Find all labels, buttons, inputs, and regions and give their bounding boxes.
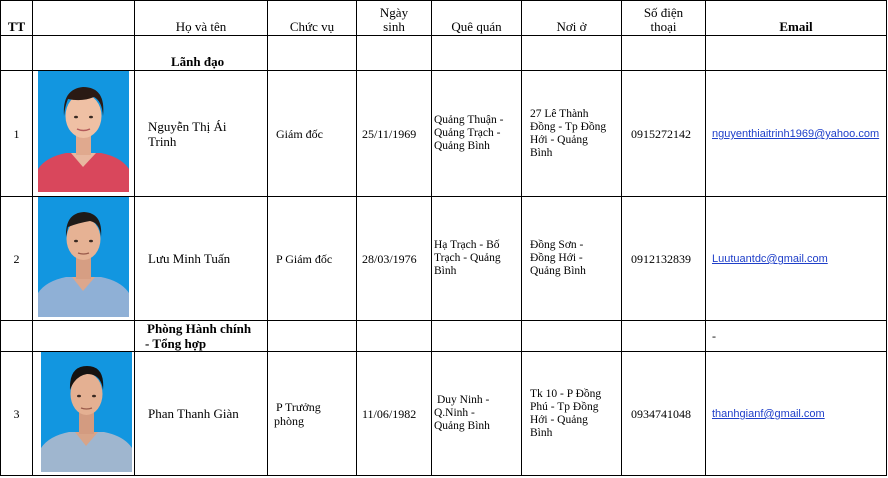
header-birth xyxy=(357,1,432,36)
row-number: 1 xyxy=(1,71,33,197)
header-email: Email xyxy=(706,1,887,36)
header-residence: Nơi ở xyxy=(522,1,622,36)
staff-photo xyxy=(38,71,129,192)
staff-name xyxy=(135,197,268,321)
hometown-line: Quảng Bình xyxy=(434,420,490,432)
staff-residence xyxy=(522,352,622,476)
staff-position: P Giám đốc xyxy=(268,197,357,321)
staff-name-line2: Trinh xyxy=(148,133,177,149)
header-birth-line1: Ngày xyxy=(379,5,409,20)
staff-hometown xyxy=(432,352,522,476)
staff-name-line1: Phan Thanh Giàn xyxy=(148,406,239,421)
residence-line: Đồng Sơn - xyxy=(530,239,584,251)
residence-line: Hới - Quảng xyxy=(530,413,588,426)
staff-position-line1: P Trưởng xyxy=(276,399,321,414)
hometown-line: Q.Ninh - xyxy=(434,407,475,419)
header-row xyxy=(1,1,887,36)
photo-cell xyxy=(33,71,135,197)
staff-email-cell xyxy=(706,197,887,321)
residence-line: Bình xyxy=(530,146,553,159)
staff-email-link[interactable]: nguyenthiaitrinh1969@yahoo.com xyxy=(712,128,880,140)
section-title-leadership: Lãnh đạo xyxy=(135,36,268,71)
residence-line: 27 Lê Thành xyxy=(530,107,589,120)
staff-phone: 0934741048 xyxy=(622,352,706,476)
photo-cell xyxy=(33,352,135,476)
staff-residence xyxy=(522,197,622,321)
staff-phone: 0912132839 xyxy=(622,197,706,321)
staff-email-link[interactable]: thanhgianf@gmail.com xyxy=(712,408,825,420)
table-row xyxy=(1,71,887,197)
header-name: Họ và tên xyxy=(135,1,268,36)
header-position: Chức vụ xyxy=(268,1,357,36)
staff-birth: 25/11/1969 xyxy=(357,71,432,197)
section-title-administration xyxy=(135,321,268,352)
table-row xyxy=(1,197,887,321)
portrait-man-image xyxy=(41,352,132,472)
hometown-line: Quảng Trạch - xyxy=(434,127,501,139)
staff-birth: 11/06/1982 xyxy=(357,352,432,476)
section-title-line1: Phòng Hành chính xyxy=(147,321,252,336)
hometown-line: Quảng Thuận - xyxy=(434,114,504,126)
table-row xyxy=(1,352,887,476)
staff-phone: 0915272142 xyxy=(622,71,706,197)
section-title-line2: - Tổng hợp xyxy=(145,336,207,351)
staff-hometown xyxy=(432,71,522,197)
header-tt: TT xyxy=(1,1,33,36)
hometown-line: Bình xyxy=(434,265,457,277)
staff-residence xyxy=(522,71,622,197)
hometown-line: Duy Ninh - xyxy=(437,394,490,406)
residence-line: Tk 10 - P Đồng xyxy=(530,387,602,400)
header-phone-line1: Số điện xyxy=(643,5,684,20)
staff-position: Giám đốc xyxy=(268,71,357,197)
residence-line: Phú - Tp Đồng xyxy=(530,400,599,413)
staff-hometown xyxy=(432,197,522,321)
section-email-placeholder: - xyxy=(706,321,887,352)
residence-line: Hới - Quảng xyxy=(530,133,588,146)
staff-name xyxy=(135,352,268,476)
staff-photo xyxy=(38,197,129,317)
section-row-administration xyxy=(1,321,887,352)
staff-position-line2: phòng xyxy=(274,413,304,428)
staff-email-cell xyxy=(706,71,887,197)
residence-line: Bình xyxy=(530,426,553,439)
staff-email-link[interactable]: Luutuantdc@gmail.com xyxy=(712,253,828,265)
section-row-leadership xyxy=(1,36,887,71)
header-hometown: Quê quán xyxy=(432,1,522,36)
header-photo xyxy=(33,1,135,36)
staff-email-cell xyxy=(706,352,887,476)
row-number: 2 xyxy=(1,197,33,321)
header-phone xyxy=(622,1,706,36)
residence-line: Quảng Bình xyxy=(530,265,586,277)
header-birth-line2: sinh xyxy=(383,19,405,34)
header-phone-line2: thoại xyxy=(650,19,677,34)
staff-photo xyxy=(41,352,132,472)
residence-line: Đồng - Tp Đồng xyxy=(530,120,607,133)
residence-line: Đồng Hới - xyxy=(530,252,583,264)
staff-birth: 28/03/1976 xyxy=(357,197,432,321)
photo-cell xyxy=(33,197,135,321)
staff-name xyxy=(135,71,268,197)
portrait-man-image xyxy=(38,197,129,317)
staff-name-line1: Nguyễn Thị Ái xyxy=(148,118,227,134)
staff-position xyxy=(268,352,357,476)
hometown-line: Hạ Trạch - Bố xyxy=(434,239,500,251)
portrait-woman-image xyxy=(38,71,129,192)
row-number: 3 xyxy=(1,352,33,476)
hometown-line: Quảng Bình xyxy=(434,140,490,152)
hometown-line: Trạch - Quảng xyxy=(434,252,501,264)
staff-name-line1: Lưu Minh Tuấn xyxy=(148,251,231,266)
